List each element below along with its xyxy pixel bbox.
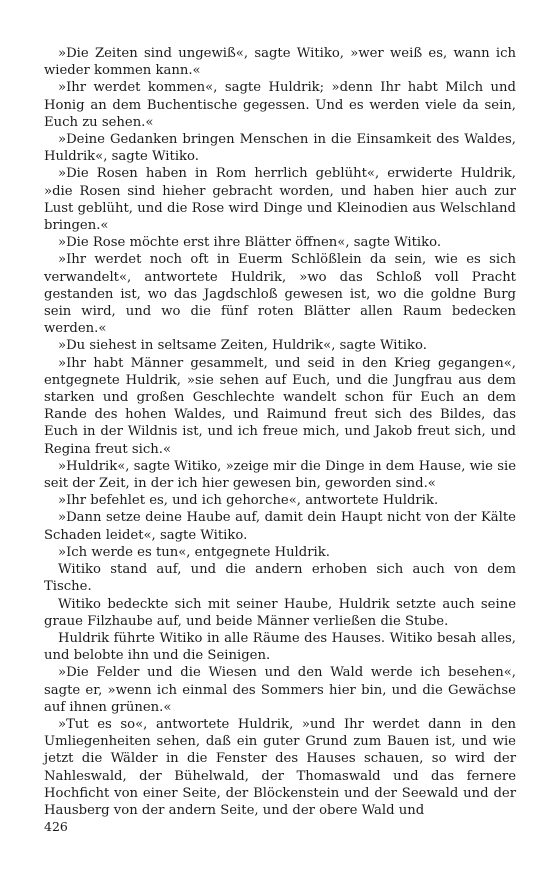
paragraph: »Tut es so«, antwortete Huldrik, »und Ihr werdet dann in den Umliegenheiten sehen, daß ein guter Grund zum Bauen ist, und wie jetzt die Wälder in die Fenster des Hauses schauen, so wird der Nahleswald, der Bühelwald, der Thomaswald und das fernere Hochficht von einer Seite, der Blöckenstein und der Seewald und der Hausberg von der andern Seite, und der obere Wald und [44,716,516,818]
paragraph: »Ihr werdet noch oft in Euerm Schlößlein da sein, wie es sich verwandelt«, antwortete Huldrik, »wo das Schloß voll Pracht gestanden ist, wo das Jagdschloß gewesen ist, wo die goldne Burg sein wird, und wo die fünf roten Blätter allen Raum bedecken werden.« [44,252,516,337]
paragraph: »Du siehest in seltsame Zeiten, Huldrik«, sagte Witiko. [58,338,427,354]
paragraph: »Ihr befehlet es, und ich gehorche«, antwortete Huldrik. [58,493,439,509]
paragraph: Witiko stand auf, und die andern erhoben sich auch von dem Tische. [44,562,516,595]
paragraph: Witiko bedeckte sich mit seiner Haube, Huldrik setzte auch seine graue Filzhaube auf, und beide Männer verließen die Stube. [44,596,516,629]
paragraph: »Die Felder und die Wiesen und den Wald werde ich besehen«, sagte er, »wenn ich einmal des Sommers hier bin, und die Gewächse auf ihnen grünen.« [44,665,516,715]
paragraph: »Huldrik«, sagte Witiko, »zeige mir die Dinge in dem Hause, wie sie seit der Zeit, in der ich hier gewesen bin, geworden sind.« [44,458,516,492]
paragraph: »Die Rose möchte erst ihre Blätter öffnen«, sagte Witiko. [58,235,442,251]
paragraph: Huldrik führte Witiko in alle Räume des Hauses. Witiko besah alles, und belobte ihn und die Seinigen. [44,630,516,664]
paragraph: »Ihr habt Männer gesammelt, und seid in den Krieg gegangen«, entgegnete Huldrik, »sie sehen auf Euch, und die Jungfrau aus dem starken und großen Geschlechte wandelt schon für Euch an dem Rande des hohen Waldes, und Raimund freut sich des Bildes, das Euch in der Wildnis ist, und ich freue mich, und Jakob freut sich, und Regina freut sich.« [44,355,516,457]
paragraph: »Die Rosen haben in Rom herrlich geblüht«, erwiderte Huldrik, »die Rosen sind hieher gebracht worden, und haben hier auch zur Lust geblüht, und die Rose wird Dinge und Kleinodien aus Welschland bringen.« [44,166,516,234]
paragraph: »Dann setze deine Haube auf, damit dein Haupt nicht von der Kälte Schaden leidet«, sagte Witiko. [44,510,516,543]
paragraph: »Ich werde es tun«, entgegnete Huldrik. [58,544,330,560]
book-page [44,45,516,819]
page-number: 426 [44,819,68,834]
paragraph: »Die Zeiten sind ungewiß«, sagte Witiko, »wer weiß es, wann ich wieder kommen kann.« [44,46,516,79]
paragraph: »Deine Gedanken bringen Menschen in die Einsamkeit des Waldes, Huldrik«, sagte Witiko. [44,132,516,165]
paragraph: »Ihr werdet kommen«, sagte Huldrik; »denn Ihr habt Milch und Honig an dem Buchentische gegessen. Und es werden viele da sein, Euch zu sehen.« [44,80,516,130]
